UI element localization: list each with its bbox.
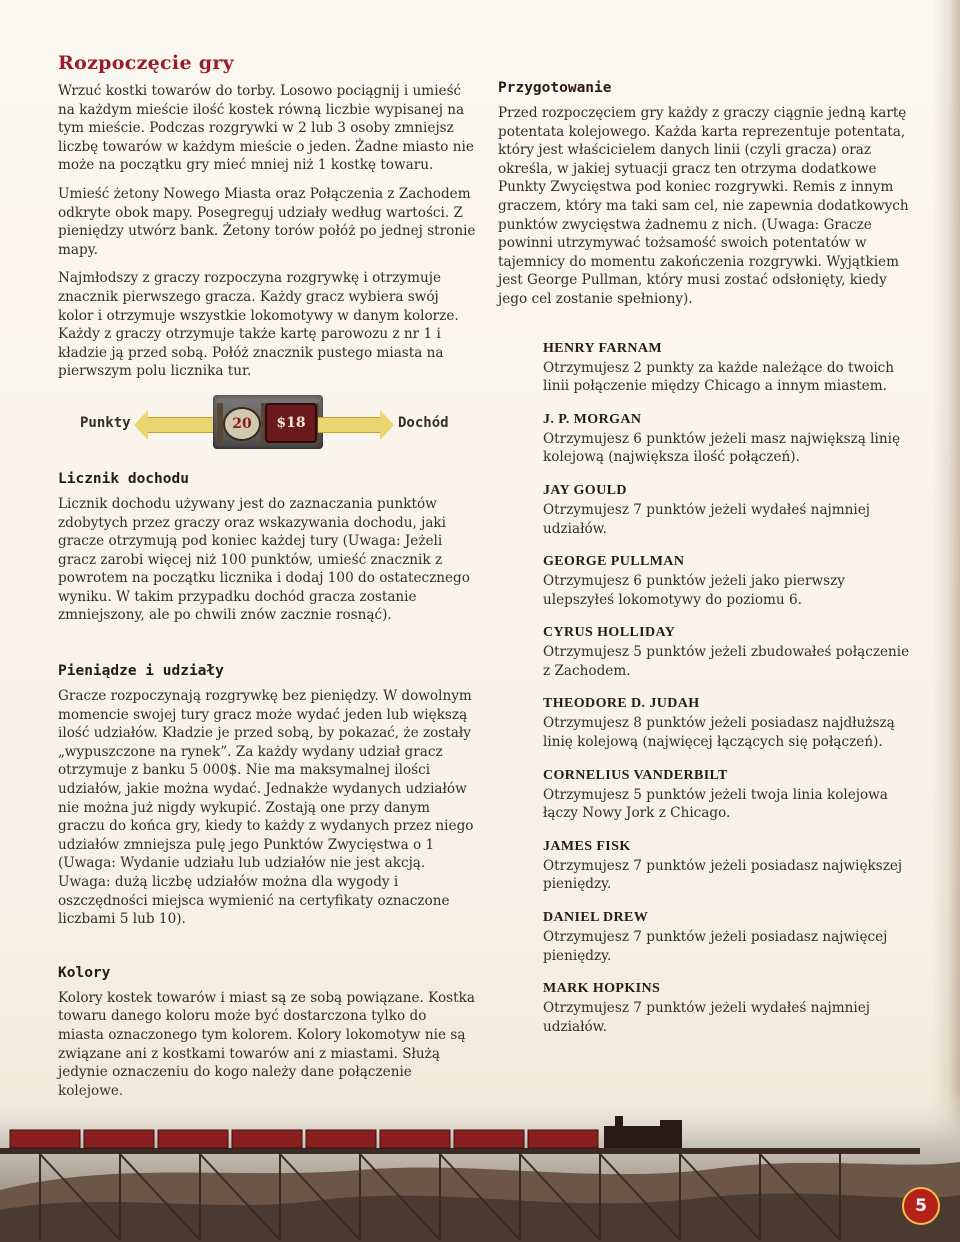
tycoon-description: Otrzymujesz 6 punktów jeżeli jako pierwszy ulepszyłeś lokomotywy do poziomu 6.	[543, 573, 845, 608]
tycoon-name: CYRUS HOLLIDAY	[543, 625, 676, 641]
tycoon-entry	[543, 483, 918, 538]
tycoon-name: HENRY FARNAM	[543, 340, 663, 356]
tycoon-entry	[543, 412, 918, 467]
arrow-right-icon	[318, 417, 380, 433]
tycoon-name: JAMES FISK	[543, 838, 631, 854]
tycoon-description: Otrzymujesz 6 punktów jeżeli masz największą linię kolejową (największa ilość połączeń).	[543, 430, 901, 466]
tycoon-name: GEORGE PULLMAN	[543, 554, 685, 570]
section-title-start: Rozpoczęcie gry	[58, 52, 234, 74]
heading-colors: Kolory	[58, 964, 111, 981]
tycoon-entry	[543, 554, 918, 609]
income-tracker-illustration	[58, 395, 476, 451]
tycoon-name: JAY GOULD	[543, 482, 627, 498]
paragraph-money-shares: Gracze rozpoczynają rozgrywkę bez pieniędzy. W dowolnym momencie swojej tury gracz może wydać jeden lub większą ilość udziałów. Kładzie je przed sobą, by pokazać, że zostały „wypuszczone na rynek”. Za każdy wydany udział gracz otrzymuje z banku 5 000$. Nie ma maksymalnej ilości udziałów, jakie można wydać. Jednakże wydanych udziałów nie można już nigdy wykupić. Zostają one przy danym graczu do końca gry, kiedy to każdy z wydanych przez niego udziałów zmniejsza pulę jego Punktów Zwycięstwa o 1 (Uwaga: Wydanie udziału lub udziałów nie jest akcją. Uwaga: dużą liczbę udziałów można dla wygody i oszczędności miejsca wymienić na certyfikaty oznaczone liczbami 5 lub 10).	[58, 688, 474, 928]
heading-money-shares: Pieniądze i udziały	[58, 663, 224, 680]
tycoon-name: J. P. MORGAN	[543, 411, 642, 427]
tycoon-description: Otrzymujesz 7 punktów jeżeli posiadasz największej pieniędzy.	[543, 857, 903, 893]
tycoon-entry	[543, 910, 918, 965]
tycoon-entry	[543, 839, 918, 894]
tycoon-name: THEODORE D. JUDAH	[543, 696, 700, 712]
tracker-label-income: Dochód	[398, 414, 449, 431]
train-bridge-illustration	[0, 1090, 960, 1242]
tycoon-name: MARK HOPKINS	[543, 981, 661, 997]
left-column	[58, 52, 476, 1110]
tycoon-entry	[543, 981, 918, 1036]
paragraph-goods-setup: Wrzuć kostki towarów do torby. Losowo pociągnij i umieść na każdym mieście ilość kostek równą liczbie wypisanej na tym mieście. Podczas rozgrywki w 2 lub 3 osoby zmniejsz liczbę towarów w każdym mieście o jeden. Żadne miasto nie może na początku gry mieć mniej niż 1 kostkę towaru.	[58, 83, 474, 174]
paragraph-income-track: Licznik dochodu używany jest do zaznaczania punktów zdobytych przez graczy oraz wskazywania dochodu, jaki gracze otrzymują pod koniec każdej tury (Uwaga: Jeżeli gracz zarobi więcej niż 100 punktów, umieść znacznik z powrotem na początku licznika i dodaj 100 do ostatecznego wyniku. W takim przypadku dochód gracza zostanie zmniejszony, ale po chwili znów zacznie rosnąć).	[58, 495, 470, 624]
page-fold-shadow	[932, 0, 960, 1242]
paragraph-colors: Kolory kostek towarów i miast są ze sobą powiązane. Kostka towaru danego koloru może być dostarczona tylko do miasta oznaczonego tym kolorem. Kolory lokomotyw nie są związane ani z kostkami towarów ani z miastami. Służą jedynie oznaczeniu do kogo należy dane połączenie	[58, 989, 475, 1081]
tycoon-entry	[543, 768, 918, 823]
paragraph-tokens-setup: Umieść żetony Nowego Miasta oraz Połączenia z Zachodem odkryte obok mapy. Posegreguj udziały według wartości. Z pieniędzy utwórz bank. Żetony torów połóż po jednej stronie mapy.	[58, 185, 476, 258]
paragraph-preparation: Przed rozpoczęciem gry każdy z graczy ciągnie jedną kartę potentata kolejowego. Każda karta reprezentuje potentata, który jest właścicielem danych linii (czyli gracza) oraz określa, w jakiej sytuacji gracz ten otrzyma dodatkowe Punkty Zwycięstwa pod koniec rozgrywki. Remis z innym graczem, który ma taki sam cel, nie zapewnia dodatkowych punktów zwycięstwa żadnemu z nich. (Uwaga: Gracze powinni utrzymywać tożsamość swoich potentatów w tajemnicy do momentu zakończenia rozgrywki. Wyjątkiem jest George Pullman, który musi zostać odsłonięty, kiedy jego cel zostanie spełniony).	[498, 105, 909, 307]
tycoon-description: Otrzymujesz 8 punktów jeżeli posiadasz najdłuższą linię kolejową (najwięcej łączących się połączeń).	[543, 715, 895, 751]
heading-income-track: Licznik dochodu	[58, 470, 189, 487]
tycoon-description: Otrzymujesz 2 punkty za każde należące do twoich linii połączenie między Chicago a innym miastem.	[543, 359, 895, 395]
page-number: 5	[902, 1187, 940, 1225]
points-badge: 20	[223, 407, 261, 441]
tracker-label-points: Punkty	[80, 414, 131, 431]
tycoon-description: Otrzymujesz 7 punktów jeżeli posiadasz najwięcej pieniędzy.	[543, 929, 888, 964]
tycoon-name: CORNELIUS VANDERBILT	[543, 767, 728, 783]
tycoon-entry	[543, 696, 918, 751]
bridge-deck	[0, 1148, 920, 1154]
tycoon-entry	[543, 341, 918, 396]
tycoon-entry	[543, 625, 918, 680]
tycoon-description: Otrzymujesz 7 punktów jeżeli wydałeś najmniej udziałów.	[543, 501, 871, 537]
tycoon-description: Otrzymujesz 7 punktów jeżeli wydałeś najmniej udziałów.	[543, 1000, 871, 1035]
tracker-image	[213, 395, 323, 449]
income-badge: $18	[265, 403, 317, 443]
right-column	[498, 80, 918, 1052]
tycoon-name: DANIEL DREW	[543, 910, 649, 926]
paragraph-first-player: Najmłodszy z graczy rozpoczyna rozgrywkę i otrzymuje znacznik pierwszego gracza. Każdy gracz wybiera swój kolor i otrzymuje wszystkie lokomotywy w danym kolorze. Każdy z graczy otrzymuje także kartę parowozu z nr 1 i kładzie ją przed sobą. Połóż znacznik pustego miasta na pierwszym polu licznika tur.	[58, 270, 459, 380]
heading-preparation: Przygotowanie	[498, 80, 612, 96]
tycoon-description: Otrzymujesz 5 punktów jeżeli zbudowałeś połączenie z Zachodem.	[543, 644, 910, 679]
tycoon-description: Otrzymujesz 5 punktów jeżeli twoja linia kolejowa łączy Nowy Jork z Chicago.	[543, 786, 888, 822]
arrow-left-icon	[146, 417, 218, 433]
